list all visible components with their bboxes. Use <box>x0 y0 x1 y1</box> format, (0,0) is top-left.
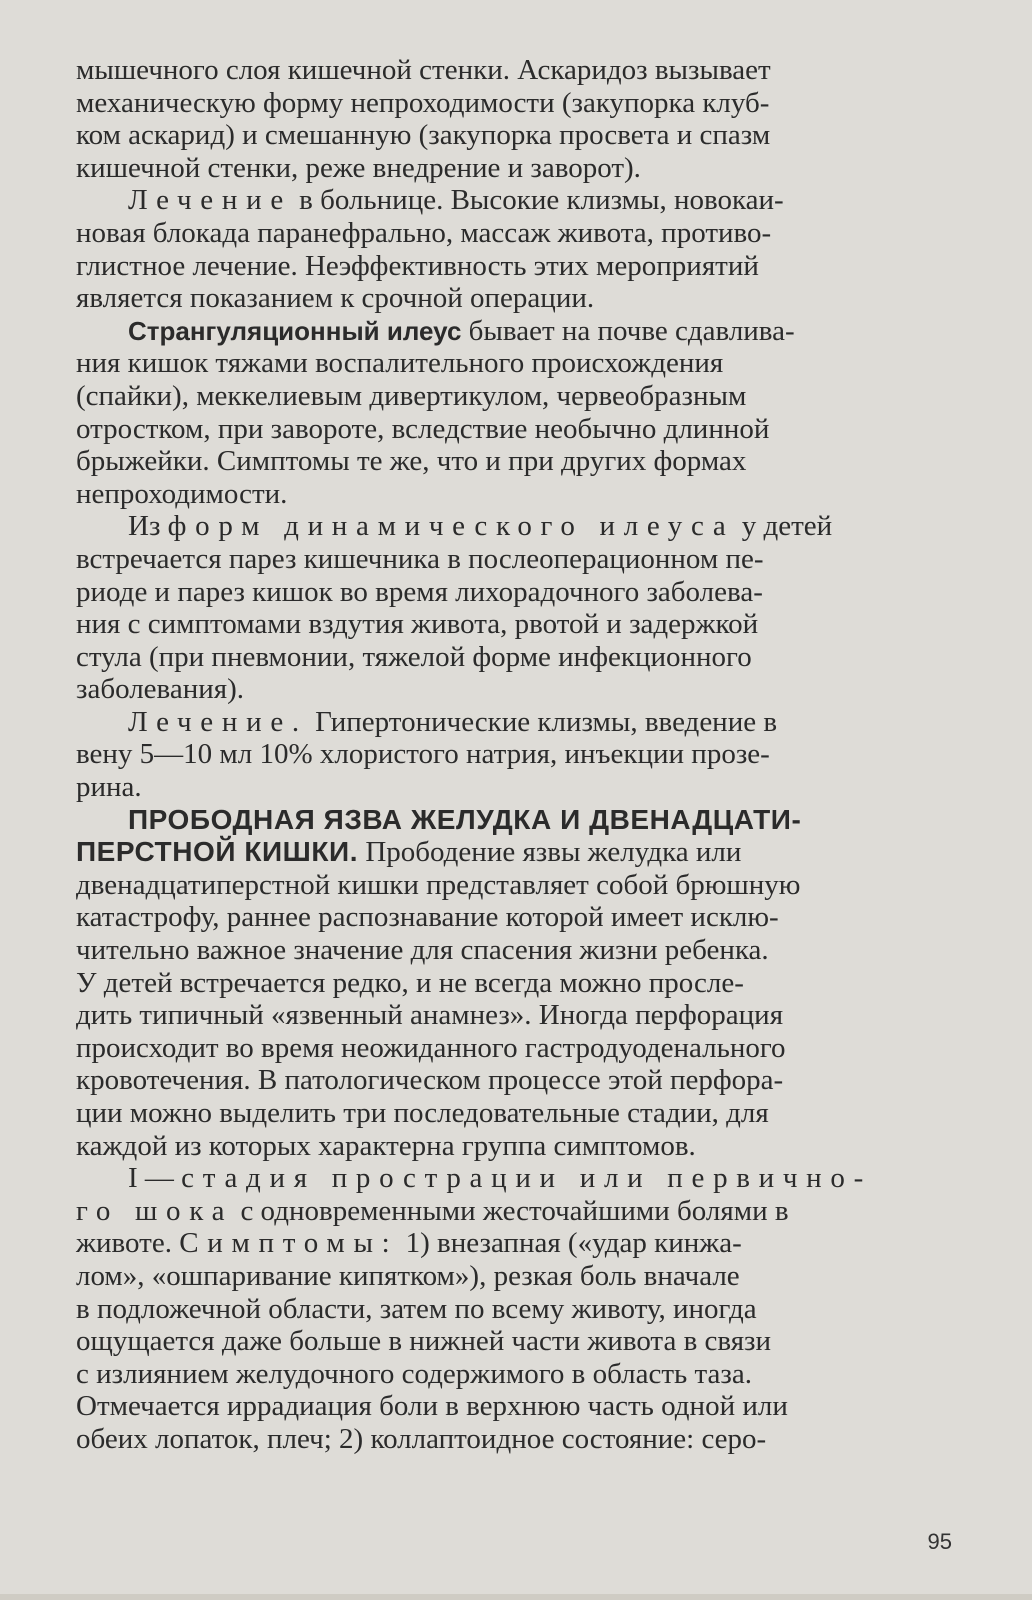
text-line: У детей встречается редко, и не всегда можно просле- <box>76 966 744 999</box>
text-line <box>76 184 966 217</box>
text-fragment: в больнице. Высокие клизмы, новокаи- <box>291 184 784 217</box>
text-line: ком аскарид) и смешанную (закупорка просвета и спазм <box>76 119 771 152</box>
paragraph-dynamic-ileus <box>76 510 966 706</box>
text-line: вену 5—10 мл 10% хлористого натрия, инъекции прозе- <box>76 738 770 771</box>
text-line: с излиянием желудочного содержимого в область таза. <box>76 1357 752 1390</box>
text-line <box>76 1162 966 1195</box>
text-line: дить типичный «язвенный анамнез». Иногда перфорация <box>76 999 784 1032</box>
text-fragment: Гипертонические клизмы, введение в <box>307 705 778 738</box>
bold-term: Странгуляционный илеус <box>128 315 462 346</box>
text-line: происходит во время неожиданного гастродуоденального <box>76 1031 786 1064</box>
text-fragment: I — <box>128 1162 182 1195</box>
text-line: непроходимости. <box>76 477 288 510</box>
text-fragment: Из <box>128 510 168 543</box>
text-line: новая блокада паранефрально, массаж живота, противо- <box>76 216 772 249</box>
text-line: является показанием к срочной операции. <box>76 282 595 315</box>
text-line <box>76 510 966 543</box>
text-line: рина. <box>76 771 142 804</box>
text-fragment: у детей <box>734 510 833 543</box>
text-line <box>76 836 966 869</box>
text-fragment: 1) внезапная («удар кинжа- <box>398 1227 742 1260</box>
text-line: кишечной стенки, реже внедрение и заворот). <box>76 151 641 184</box>
paragraph-perforated-ulcer <box>76 804 966 1163</box>
paragraph-treatment-hypertonic <box>76 706 966 804</box>
page-number: 95 <box>927 1529 952 1554</box>
text-fragment: бывает на почве сдавлива- <box>461 314 795 347</box>
spaced-term: форм динамического илеуса <box>167 510 735 543</box>
text-line: катастрофу, раннее распознавание которой имеет исклю- <box>76 901 779 934</box>
spaced-term: Лечение <box>128 184 292 217</box>
text-fragment: Прободение язвы желудка или <box>358 836 742 869</box>
text-line: ния кишок тяжами воспалительного происхождения <box>76 347 724 380</box>
text-line <box>76 804 966 837</box>
text-line: Отмечается иррадиация боли в верхнюю часть одной или <box>76 1390 788 1423</box>
text-line: ции можно выделить три последовательные стадии, для <box>76 1097 769 1129</box>
section-heading: ПЕРСТНОЙ КИШКИ. <box>76 836 359 868</box>
spaced-term: го шока <box>76 1194 234 1227</box>
text-line <box>76 315 966 348</box>
text-line: механическую форму непроходимости (закупорка клуб- <box>76 86 770 119</box>
text-line <box>76 1195 966 1228</box>
text-line: стула (при пневмонии, тяжелой форме инфекционного <box>76 640 752 673</box>
paragraph-stage-one <box>76 1162 966 1455</box>
text-line: лом», «ошпаривание кипятком»), резкая боль вначале <box>76 1259 740 1292</box>
paragraph-ascaris <box>76 54 966 184</box>
text-line: глистное лечение. Неэффективность этих мероприятий <box>76 249 759 282</box>
text-line: заболевания). <box>76 673 245 706</box>
text-line: мышечного слоя кишечной стенки. Аскаридоз вызывает <box>76 54 771 86</box>
section-heading: ПРОБОДНАЯ ЯЗВА ЖЕЛУДКА И ДВЕНАДЦАТИ- <box>128 803 802 835</box>
page-text <box>76 54 966 1456</box>
text-fragment: животе. <box>76 1227 180 1260</box>
text-line: (спайки), меккелиевым дивертикулом, червеобразным <box>76 379 747 412</box>
spaced-term: Лечение. <box>128 705 308 738</box>
paragraph-strangulation-ileus <box>76 315 966 511</box>
text-line: в подложечной области, затем по всему животу, иногда <box>76 1292 757 1325</box>
spaced-term: Симптомы: <box>179 1227 399 1260</box>
text-line: ощущается даже больше в нижней части живота в связи <box>76 1325 772 1358</box>
text-line: брыжейки. Симптомы те же, что и при других формах <box>76 445 747 478</box>
text-line: встречается парез кишечника в послеоперационном пе- <box>76 542 764 575</box>
text-line: каждой из которых характерна группа симптомов. <box>76 1129 696 1162</box>
text-line: отростком, при завороте, вследствие необычно длинной <box>76 412 770 445</box>
text-line: риоде и парез кишок во время лихорадочного заболева- <box>76 575 763 608</box>
paragraph-treatment-hospital <box>76 184 966 314</box>
text-line: чительно важное значение для спасения жизни ребенка. <box>76 934 769 967</box>
text-line: ния с симптомами вздутия живота, рвотой и задержкой <box>76 608 759 641</box>
text-fragment: с одновременными жесточайшими болями в <box>233 1194 789 1227</box>
text-line: обеих лопаток, плеч; 2) коллаптоидное состояние: серо- <box>76 1422 767 1455</box>
text-line <box>76 706 966 739</box>
text-line <box>76 1227 966 1260</box>
page-edge <box>0 1594 1032 1600</box>
text-line: кровотечения. В патологическом процессе этой перфора- <box>76 1064 784 1097</box>
text-line: двенадцатиперстной кишки представляет собой брюшную <box>76 868 801 901</box>
spaced-term: стадия прострации или первично- <box>181 1162 872 1195</box>
